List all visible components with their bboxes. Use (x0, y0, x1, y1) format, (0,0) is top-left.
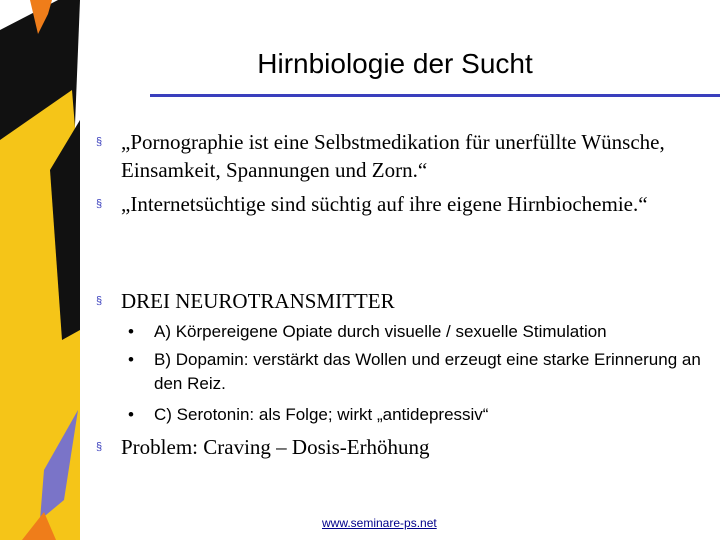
sub-bullet-text: A) Körpereigene Opiate durch visuelle / sexuelle Stimulation (154, 322, 607, 341)
bullet-text: „Internetsüchtige sind süchtig auf ihre eigene Hirnbiochemie.“ (121, 192, 648, 216)
bullet-item (96, 287, 676, 315)
title-underline (150, 94, 720, 97)
sub-bullet-marker: • (128, 405, 134, 424)
footer-link[interactable]: www.seminare-ps.net (322, 516, 437, 530)
sub-bullet-text: C) Serotonin: als Folge; wirkt „antidepressiv“ (154, 405, 489, 424)
bullet-item (96, 433, 676, 461)
sub-bullet-marker: • (128, 322, 134, 341)
bullet-text: „Pornographie ist eine Selbstmedikation für unerfüllte Wünsche, Einsamkeit, Spannungen und Zorn.“ (121, 130, 665, 182)
bullet-marker: § (96, 198, 103, 210)
sub-bullet-item (128, 348, 703, 396)
bullet-marker: § (96, 441, 103, 453)
slide-title: Hirnbiologie der Sucht (257, 48, 533, 79)
sub-bullet-item (128, 320, 703, 344)
bullet-marker: § (96, 136, 103, 148)
bullet-item (96, 190, 676, 218)
sub-bullet-marker: • (128, 350, 134, 369)
bullet-text: Problem: Craving – Dosis-Erhöhung (121, 435, 430, 459)
bullet-text: DREI NEUROTRANSMITTER (121, 289, 395, 313)
decorative-side-graphic (0, 0, 80, 540)
sub-bullet-item (128, 403, 703, 427)
bullet-item (96, 128, 676, 184)
sub-bullet-text: B) Dopamin: verstärkt das Wollen und erzeugt eine starke Erinnerung an den Reiz. (154, 350, 701, 393)
bullet-marker: § (96, 295, 103, 307)
